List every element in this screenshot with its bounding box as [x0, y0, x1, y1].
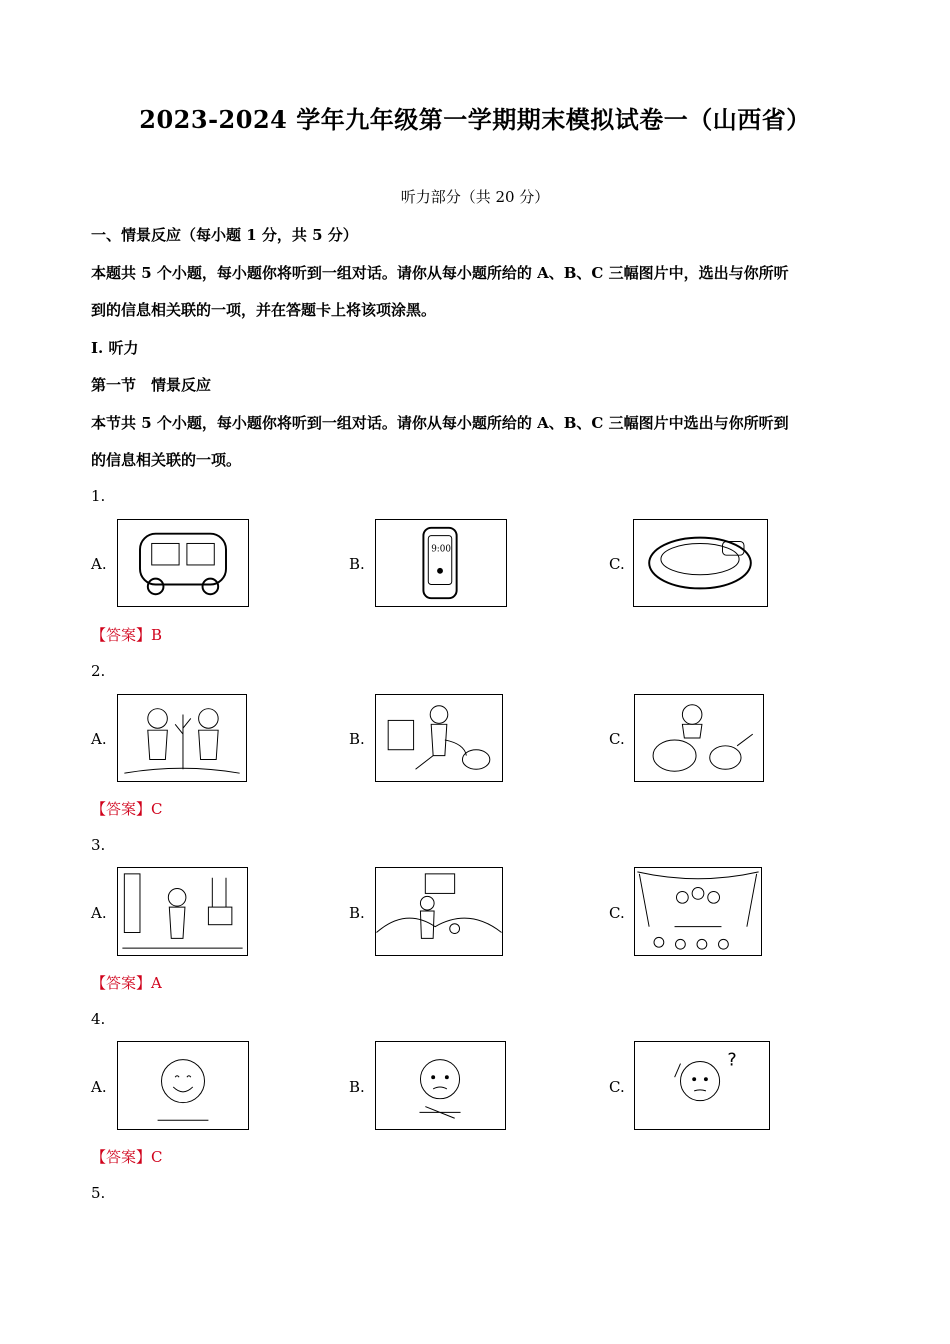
stage-performance-icon [635, 868, 761, 955]
crossed-arms-face-icon [376, 1042, 505, 1129]
happy-face-icon [118, 1042, 248, 1129]
cooking-picture [634, 694, 764, 782]
angry-girl-picture [375, 1041, 506, 1130]
subsection-title: 第一节 情景反应 [91, 376, 212, 394]
page-title: 2023-2024 学年九年级第一学期期末模拟试卷一（山西省） [139, 105, 811, 134]
option-label-b: B. [349, 730, 365, 748]
car-picture [117, 519, 249, 607]
phone-icon [376, 520, 506, 606]
basketball-court-icon [376, 868, 502, 955]
part-label: Ⅰ. 听力 [91, 339, 139, 357]
confused-face-icon [635, 1042, 769, 1129]
section-heading: 一、情景反应（每小题 1 分，共 5 分） [91, 226, 358, 244]
intro-line-2: 到的信息相关联的一项，并在答题卡上将该项涂黑。 [91, 301, 437, 319]
question-number: 5. [91, 1184, 106, 1202]
lab-experiment-icon [118, 868, 247, 955]
confused-girl-picture [634, 1041, 770, 1130]
svg-text:9:00: 9:00 [431, 544, 451, 555]
answer-text: 【答案】C [91, 1148, 163, 1166]
science-lab-picture [117, 867, 248, 956]
smartwatch-picture [633, 519, 768, 607]
question-number: 2. [91, 662, 106, 680]
option-label-a: A. [91, 730, 107, 748]
intro-line-1: 本题共 5 个小题，每小题你将听到一组对话。请你从每小题所给的 A、B、C 三幅图片中，选出与你所听 [91, 264, 789, 282]
option-label-a: A. [91, 555, 107, 573]
vacuuming-picture [375, 694, 503, 782]
car-icon [118, 520, 248, 606]
option-label-b: B. [349, 555, 365, 573]
option-label-c: C. [609, 1078, 625, 1096]
vacuum-cleaner-icon [376, 695, 502, 781]
question-number: 1. [91, 487, 106, 505]
planting-tree-picture [117, 694, 247, 782]
answer-text: 【答案】B [91, 626, 163, 644]
question-number: 3. [91, 836, 106, 854]
answer-text: 【答案】C [91, 800, 163, 818]
option-label-a: A. [91, 904, 107, 922]
option-label-c: C. [609, 904, 625, 922]
option-label-c: C. [609, 555, 625, 573]
option-label-c: C. [609, 730, 625, 748]
answer-text: 【答案】A [91, 974, 162, 992]
instruction-line-1: 本节共 5 个小题，每小题你将听到一组对话。请你从每小题所给的 A、B、C 三幅图片中选出与你所听到 [91, 414, 789, 432]
cooking-pots-icon [635, 695, 763, 781]
phone-picture [375, 519, 507, 607]
smartwatch-icon [634, 520, 767, 606]
question-number: 4. [91, 1010, 106, 1028]
instruction-line-2: 的信息相关联的一项。 [91, 451, 242, 469]
svg-text:?: ? [727, 1050, 737, 1071]
option-label-b: B. [349, 1078, 365, 1096]
basketball-picture [375, 867, 503, 956]
people-planting-icon [118, 695, 246, 781]
option-label-a: A. [91, 1078, 107, 1096]
happy-girl-picture [117, 1041, 249, 1130]
option-label-b: B. [349, 904, 365, 922]
listening-subtitle: 听力部分（共 20 分） [400, 188, 550, 206]
theater-picture [634, 867, 762, 956]
